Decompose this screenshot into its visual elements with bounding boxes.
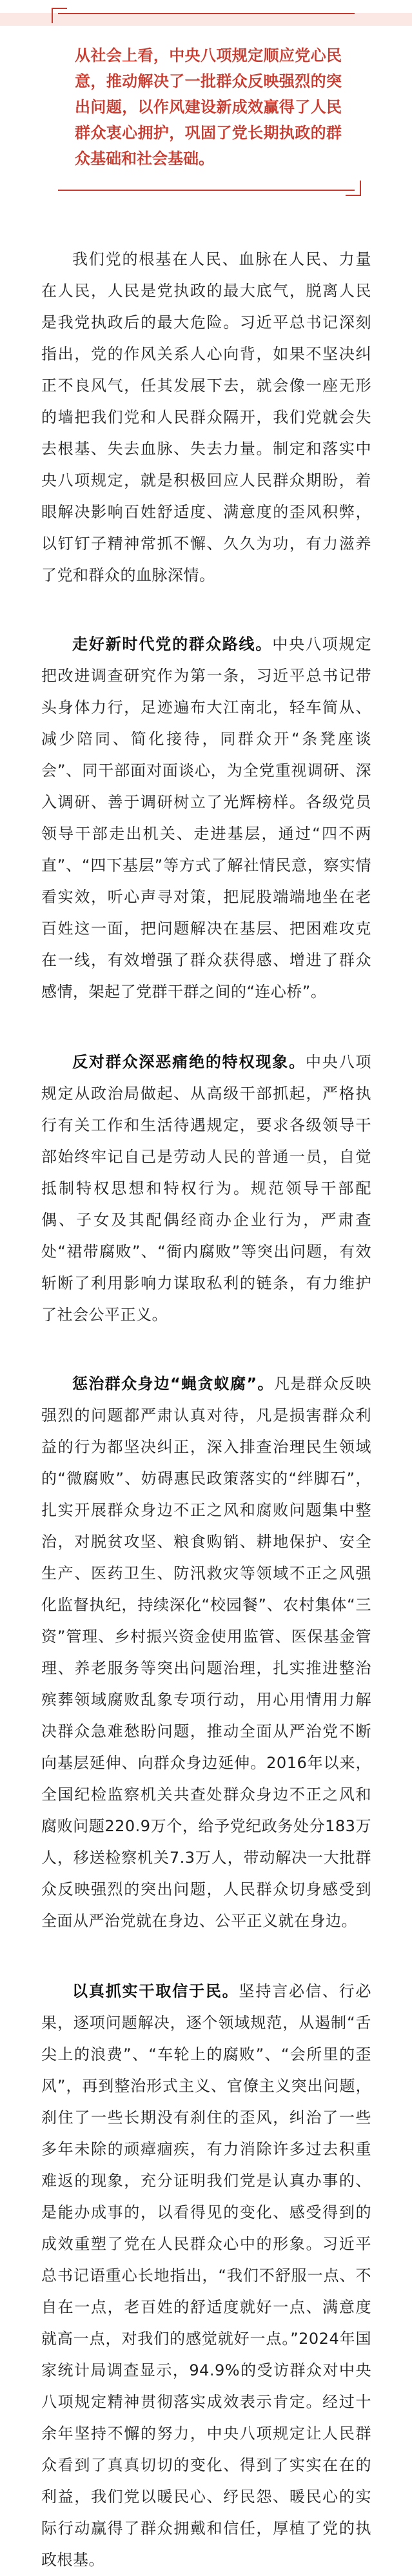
paragraph-body: 中央八项规定把改进调查研究作为第一条，习近平总书记带头身体力行，足迹遍布大江南北，轻车简从、减少陪同、简化接待，同群众开“条凳座谈会”、同干部面对面谈心，为全党重视调研、深入调研、善于调研树立了光辉榜样。各级党员领导干部走出机关、走进基层，通过“四不两直”、“四下基层”等方式了解社情民意，察实情看实效，听心声寻对策，把屁股端端地坐在老百姓这一面，把问题解决在基层、把困难攻克在一线，有效增强了群众获得感、增进了群众感情，架起了党群干群之间的“连心桥”。: [41, 635, 371, 1001]
pull-quote-top-rule: [58, 13, 355, 14]
paragraph-lead: 惩治群众身边“蝇贪蚁腐”。: [72, 1375, 274, 1393]
article-paragraph-5: [41, 1976, 371, 2576]
paragraph-lead: 以真抓实干取信于民。: [72, 1982, 239, 2000]
pull-quote-corner-top-left: [52, 8, 67, 23]
article-page: [0, 13, 412, 2569]
article-paragraph-2: [41, 629, 371, 1008]
paragraph-body: 中央八项规定从政治局做起、从高级干部抓起，严格执行有关工作和生活待遇规定，要求各级领导干部始终牢记自己是劳动人民的普通一员，自觉抵制特权思想和特权行为。规范领导干部配偶、子女及其配偶经商办企业行为，严肃查处“裙带腐败”、“衙内腐败”等突出问题，有效斩断了利用影响力谋取私利的链条，有力维护了社会公平正义。: [41, 1053, 372, 1324]
article-paragraph-4: [41, 1368, 371, 1937]
paragraph-body: 我们党的根基在人民、血脉在人民、力量在人民，人民是党执政的最大底气，脱离人民是我党执政后的最大危险。习近平总书记深刻指出，党的作风关系人心向背，如果不坚决纠正不良风气，任其发展下去，就会像一座无形的墙把我们党和人民群众隔开，我们党就会失去根基、失去血脉、失去力量。制定和落实中央八项规定，就是积极回应人民群众期盼，着眼解决影响百姓舒适度、满意度的歪风积弊，以钉钉子精神常抓不懈、久久为功，有力滋养了党和群众的血脉深情。: [41, 250, 371, 584]
article-paragraph-3: [41, 1047, 371, 1331]
paragraph-body: 坚持言必信、行必果，逐项问题解决，逐个领域规范，从遏制“舌尖上的浪费”、“车轮上的腐败”、“会所里的歪风”，再到整治形式主义、官僚主义突出问题，刹住了一些长期没有刹住的歪风，纠治了一些多年未除的顽瘴痼疾，有力消除许多过去积重难返的现象，充分证明我们党是认真办事的、是能办成事的，以看得见的变化、感受得到的成效重塑了党在人民群众心中的形象。习近平总书记语重心长地指出，“我们不舒服一点、不自在一点，老百姓的舒适度就好一点、满意度就高一点，对我们的感觉就好一点。”2024年国家统计局调查显示，94.9%的受访群众对中央八项规定精神贯彻落实成效表示肯定。经过十余年坚持不懈的努力，中央八项规定让人民群众看到了真真切切的变化、得到了实实在在的利益，我们党以暖民心、纾民怨、暖民心的实际行动赢得了群众拥戴和信任，厚植了党的执政根基。: [41, 1982, 372, 2569]
pull-quote-box: [58, 13, 355, 191]
pull-quote-bottom-rule: [58, 190, 355, 191]
article-paragraph-1: [41, 244, 371, 591]
paragraph-lead: 反对群众深恶痛绝的特权现象。: [72, 1053, 306, 1071]
paragraph-body: 凡是群众反映强烈的问题都严肃认真对待，凡是损害群众利益的行为都坚决纠正，深入排查治理民生领域的“微腐败”、妨碍惠民政策落实的“绊脚石”，扎实开展群众身边不正之风和腐败问题集中整治，对脱贫攻坚、粮食购销、耕地保护、安全生产、医药卫生、防汛救灾等领域不正之风强化监督执纪，持续深化“校园餐”、农村集体“三资”管理、乡村振兴资金使用监管、医保基金管理、养老服务等突出问题治理，扎实推进整治殡葬领域腐败乱象专项行动，用心用情用力解决群众急难愁盼问题，推动全面从严治党不断向基层延伸、向群众身边延伸。2016年以来，全国纪检监察机关共查处群众身边不正之风和腐败问题220.9万个，给予党纪政务处分183万人，移送检察机关7.3万人，带动解决一大批群众反映强烈的突出问题，人民群众切身感受到全面从严治党就在身边、公平正义就在身边。: [41, 1375, 372, 1930]
paragraph-lead: 走好新时代党的群众路线。: [72, 635, 273, 653]
pull-quote-corner-bottom-right: [346, 181, 361, 196]
pull-quote-text: 从社会上看，中央八项规定顺应党心民意，推动解决了一批群众反映强烈的突出问题，以作风建设新成效赢得了人民群众衷心拥护，巩固了党长期执政的群众基础和社会基础。: [75, 46, 342, 168]
